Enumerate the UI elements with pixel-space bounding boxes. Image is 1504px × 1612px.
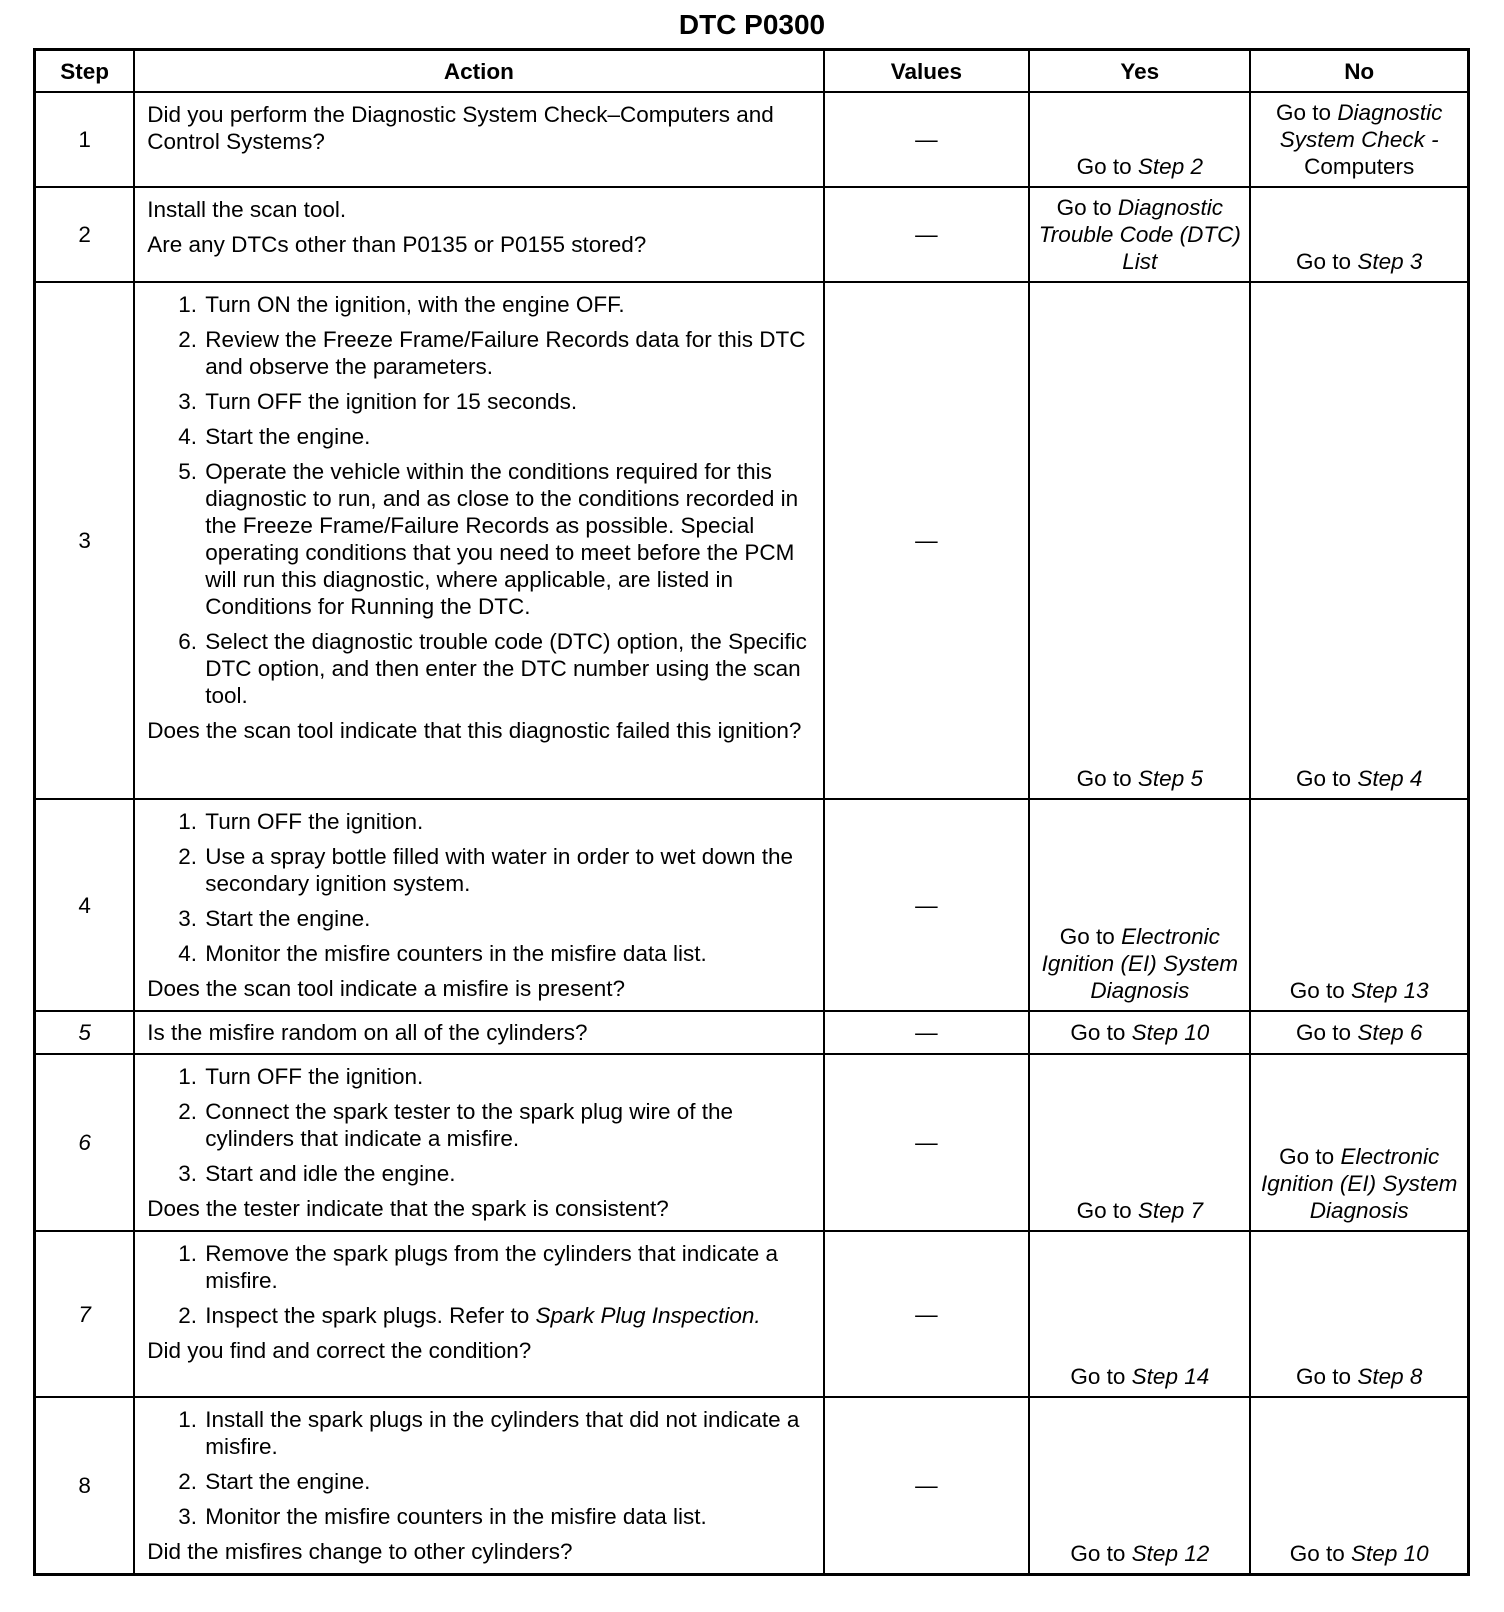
no-cell: Go to Electronic Ignition (EI) System Diagnosis [1250, 1054, 1468, 1231]
values-cell: — [824, 187, 1030, 282]
list-item: 1. Install the spark plugs in the cylinders that did not indicate a misfire. [203, 1406, 812, 1460]
values-cell: — [824, 799, 1030, 1011]
values-cell: — [824, 1054, 1030, 1231]
action-question: Did the misfires change to other cylinders? [147, 1539, 573, 1564]
action-list [147, 1240, 812, 1329]
action-question: Are any DTCs other than P0135 or P0155 stored? [147, 232, 647, 257]
action-cell [134, 1054, 823, 1231]
table-row [35, 1231, 1469, 1397]
action-cell [134, 187, 823, 282]
step-number: 1 [35, 92, 135, 187]
yes-cell: Go to Step 2 [1029, 92, 1250, 187]
action-question: Did you perform the Diagnostic System Check–Computers and Control Systems? [147, 102, 774, 154]
values-cell: — [824, 1011, 1030, 1054]
action-cell [134, 1397, 823, 1575]
yes-cell: Go to Diagnostic Trouble Code (DTC) List [1029, 187, 1250, 282]
values-cell: — [824, 92, 1030, 187]
table-row [35, 1397, 1469, 1575]
list-item: 1. Turn OFF the ignition. [203, 1063, 812, 1090]
yes-cell: Go to Step 14 [1029, 1231, 1250, 1397]
yes-cell: Go to Step 12 [1029, 1397, 1250, 1575]
action-list [147, 808, 812, 967]
action-cell [134, 799, 823, 1011]
table-row [35, 1011, 1469, 1054]
header-step: Step [35, 50, 135, 93]
header-row [35, 50, 1469, 93]
list-item: 3. Monitor the misfire counters in the misfire data list. [203, 1503, 812, 1530]
list-item: 5. Operate the vehicle within the conditions required for this diagnostic to run, and as close to the conditions recorded in the Freeze Frame/Failure Records as possible. Special operating conditions that you need to meet before the PCM will run this diagnostic, where applicable, are listed in Conditions for Running the DTC. [203, 458, 812, 620]
step-number: 3 [35, 282, 135, 799]
action-question: Is the misfire random on all of the cylinders? [147, 1020, 588, 1045]
step-number: 4 [35, 799, 135, 1011]
step-number: 2 [35, 187, 135, 282]
reference-link: Spark Plug Inspection. [535, 1303, 761, 1328]
list-item: 2. Review the Freeze Frame/Failure Records data for this DTC and observe the parameters. [203, 326, 812, 380]
action-cell [134, 1231, 823, 1397]
table-row [35, 187, 1469, 282]
no-cell: Go to Step 8 [1250, 1231, 1468, 1397]
list-item: 2. Start the engine. [203, 1468, 812, 1495]
action-cell [134, 282, 823, 799]
step-number: 7 [35, 1231, 135, 1397]
step-number: 5 [35, 1011, 135, 1054]
yes-cell: Go to Step 7 [1029, 1054, 1250, 1231]
values-cell: — [824, 1397, 1030, 1575]
list-item: 3. Turn OFF the ignition for 15 seconds. [203, 388, 812, 415]
action-cell [134, 92, 823, 187]
action-cell [134, 1011, 823, 1054]
no-cell: Go to Step 13 [1250, 799, 1468, 1011]
list-item: 2. Use a spray bottle filled with water in order to wet down the secondary ignition system. [203, 843, 812, 897]
header-no: No [1250, 50, 1468, 93]
table-row [35, 92, 1469, 187]
list-item: 1. Turn ON the ignition, with the engine OFF. [203, 291, 812, 318]
table-row [35, 1054, 1469, 1231]
table-row [35, 282, 1469, 799]
list-item: 3. Start the engine. [203, 905, 812, 932]
page-title: DTC P0300 [678, 9, 826, 40]
list-item: 1. Turn OFF the ignition. [203, 808, 812, 835]
values-cell: — [824, 282, 1030, 799]
list-item: 2. Inspect the spark plugs. Refer to Spark Plug Inspection. [203, 1302, 812, 1329]
list-item: 4. Start the engine. [203, 423, 812, 450]
action-question: Does the scan tool indicate that this diagnostic failed this ignition? [147, 718, 802, 743]
yes-cell: Go to Electronic Ignition (EI) System Diagnosis [1029, 799, 1250, 1011]
no-cell: Go to Step 10 [1250, 1397, 1468, 1575]
yes-cell: Go to Step 5 [1029, 282, 1250, 799]
header-yes: Yes [1029, 50, 1250, 93]
no-cell: Go to Diagnostic System Check - Computers [1250, 92, 1468, 187]
header-values: Values [824, 50, 1030, 93]
action-list [147, 1406, 812, 1530]
action-lead: Install the scan tool. [147, 197, 347, 222]
header-action: Action [134, 50, 823, 93]
list-item: 4. Monitor the misfire counters in the misfire data list. [203, 940, 812, 967]
action-question: Does the scan tool indicate a misfire is present? [147, 976, 626, 1001]
list-item: 6. Select the diagnostic trouble code (DTC) option, the Specific DTC option, and then enter the DTC number using the scan tool. [203, 628, 812, 709]
table-row [35, 799, 1469, 1011]
no-cell: Go to Step 4 [1250, 282, 1468, 799]
list-item: 1. Remove the spark plugs from the cylinders that indicate a misfire. [203, 1240, 812, 1294]
action-list [147, 291, 812, 709]
list-item: 2. Connect the spark tester to the spark plug wire of the cylinders that indicate a misfire. [203, 1098, 812, 1152]
list-item: 3. Start and idle the engine. [203, 1160, 812, 1187]
action-question: Does the tester indicate that the spark is consistent? [147, 1196, 669, 1221]
diagnostic-table [33, 48, 1470, 1576]
yes-cell: Go to Step 10 [1029, 1011, 1250, 1054]
step-number: 8 [35, 1397, 135, 1575]
step-number: 6 [35, 1054, 135, 1231]
no-cell: Go to Step 3 [1250, 187, 1468, 282]
action-list [147, 1063, 812, 1187]
no-cell: Go to Step 6 [1250, 1011, 1468, 1054]
values-cell: — [824, 1231, 1030, 1397]
action-question: Did you find and correct the condition? [147, 1338, 532, 1363]
